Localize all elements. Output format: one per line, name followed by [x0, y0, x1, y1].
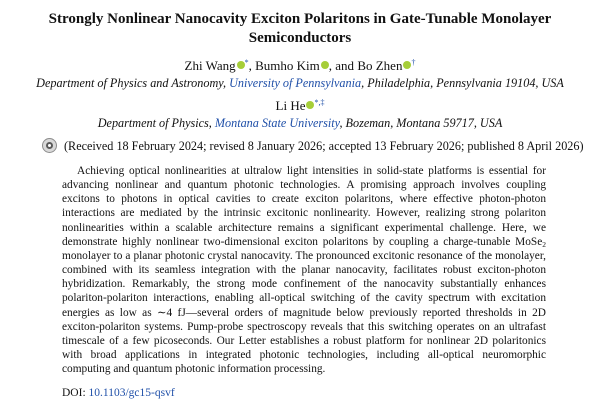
- author-separator-1: ,: [248, 58, 256, 73]
- affiliation-2: [0, 116, 600, 131]
- orcid-icon[interactable]: [237, 61, 245, 69]
- publication-history: [42, 138, 582, 154]
- author-footnote-mark-4[interactable]: *,‡: [314, 98, 325, 107]
- author-separator-2: , and: [328, 58, 358, 73]
- crossmark-icon[interactable]: [42, 138, 57, 153]
- doi-link[interactable]: 10.1103/gc15-qsvf: [88, 387, 175, 399]
- abstract: [62, 164, 546, 376]
- author-name-2[interactable]: Bumho Kim: [255, 58, 320, 73]
- affiliation-1: [0, 76, 600, 91]
- paper-title: Strongly Nonlinear Nanocavity Exciton Polaritons in Gate-Tunable Monolayer Semiconductors: [48, 11, 552, 46]
- author-name-4[interactable]: Li He: [275, 98, 306, 113]
- affiliation-location-2: , Bozeman, Montana 59717, USA: [339, 116, 503, 130]
- author-name-3[interactable]: Bo Zhen: [357, 58, 403, 73]
- university-link-1[interactable]: University of Pennsylvania: [229, 76, 362, 90]
- affiliation-location-1: , Philadelphia, Pennsylvania 19104, USA: [361, 76, 564, 90]
- abstract-text-part-2: monolayer to a planar photonic crystal nanocavity. The pronounced excitonic resonance of the monolayer, combined with its seamless integration with the planar nanocavity, facilitates robust exciton-photon hybridization. Remarkably, the strong mode confinement of the nanocavity substantially enhances polariton-polariton interactions, enabling all-optical switching of the cavity spectrum with excitation energies as low as ∼4 fJ—several orders of magnitude below previously reported thresholds in 2D exciton-polariton systems. Pump-probe spectroscopy reveals that this switching operates on an ultrafast timescale of a few picoseconds. Our Letter establishes a robust platform for nonlinear 2D polaritonics with broad applications in integrated photonic technologies, including all-optical neuromorphic computing and quantum photonic information processing.: [62, 249, 546, 376]
- orcid-icon[interactable]: [321, 61, 329, 69]
- publication-dates: (Received 18 February 2024; revised 8 January 2026; accepted 13 February 2026; published 8 April 2026): [64, 139, 584, 153]
- author-footnote-mark-3[interactable]: †: [411, 58, 416, 67]
- university-link-2[interactable]: Montana State University: [214, 116, 340, 130]
- abstract-subscript: 2: [542, 239, 546, 249]
- author-footnote-mark-1[interactable]: *: [244, 58, 249, 67]
- affiliation-department-2: Department of Physics,: [97, 116, 215, 130]
- author-list-line-2: [0, 98, 600, 113]
- author-name-1[interactable]: Zhi Wang: [184, 58, 236, 73]
- doi: [62, 386, 175, 400]
- abstract-text-part-1: Achieving optical nonlinearities at ultralow light intensities in solid-state platforms is essential for advancing nonlinear and quantum photonic technologies. A promising approach involves coupling excitons to photons in optical cavities to create exciton polaritons, where effective photon-photon interactions are mediated by the intrinsic excitonic nonlinearity. However, realizing strong polariton nonlinearities within a scalable architecture remains a significant experimental challenge. Here, we demonstrate highly nonlinear two-dimensional exciton polaritons by coupling a charge-tunable MoSe: [62, 165, 546, 248]
- doi-label: DOI:: [62, 387, 89, 399]
- author-list-line-1: [0, 58, 600, 73]
- affiliation-department-1: Department of Physics and Astronomy,: [36, 76, 230, 90]
